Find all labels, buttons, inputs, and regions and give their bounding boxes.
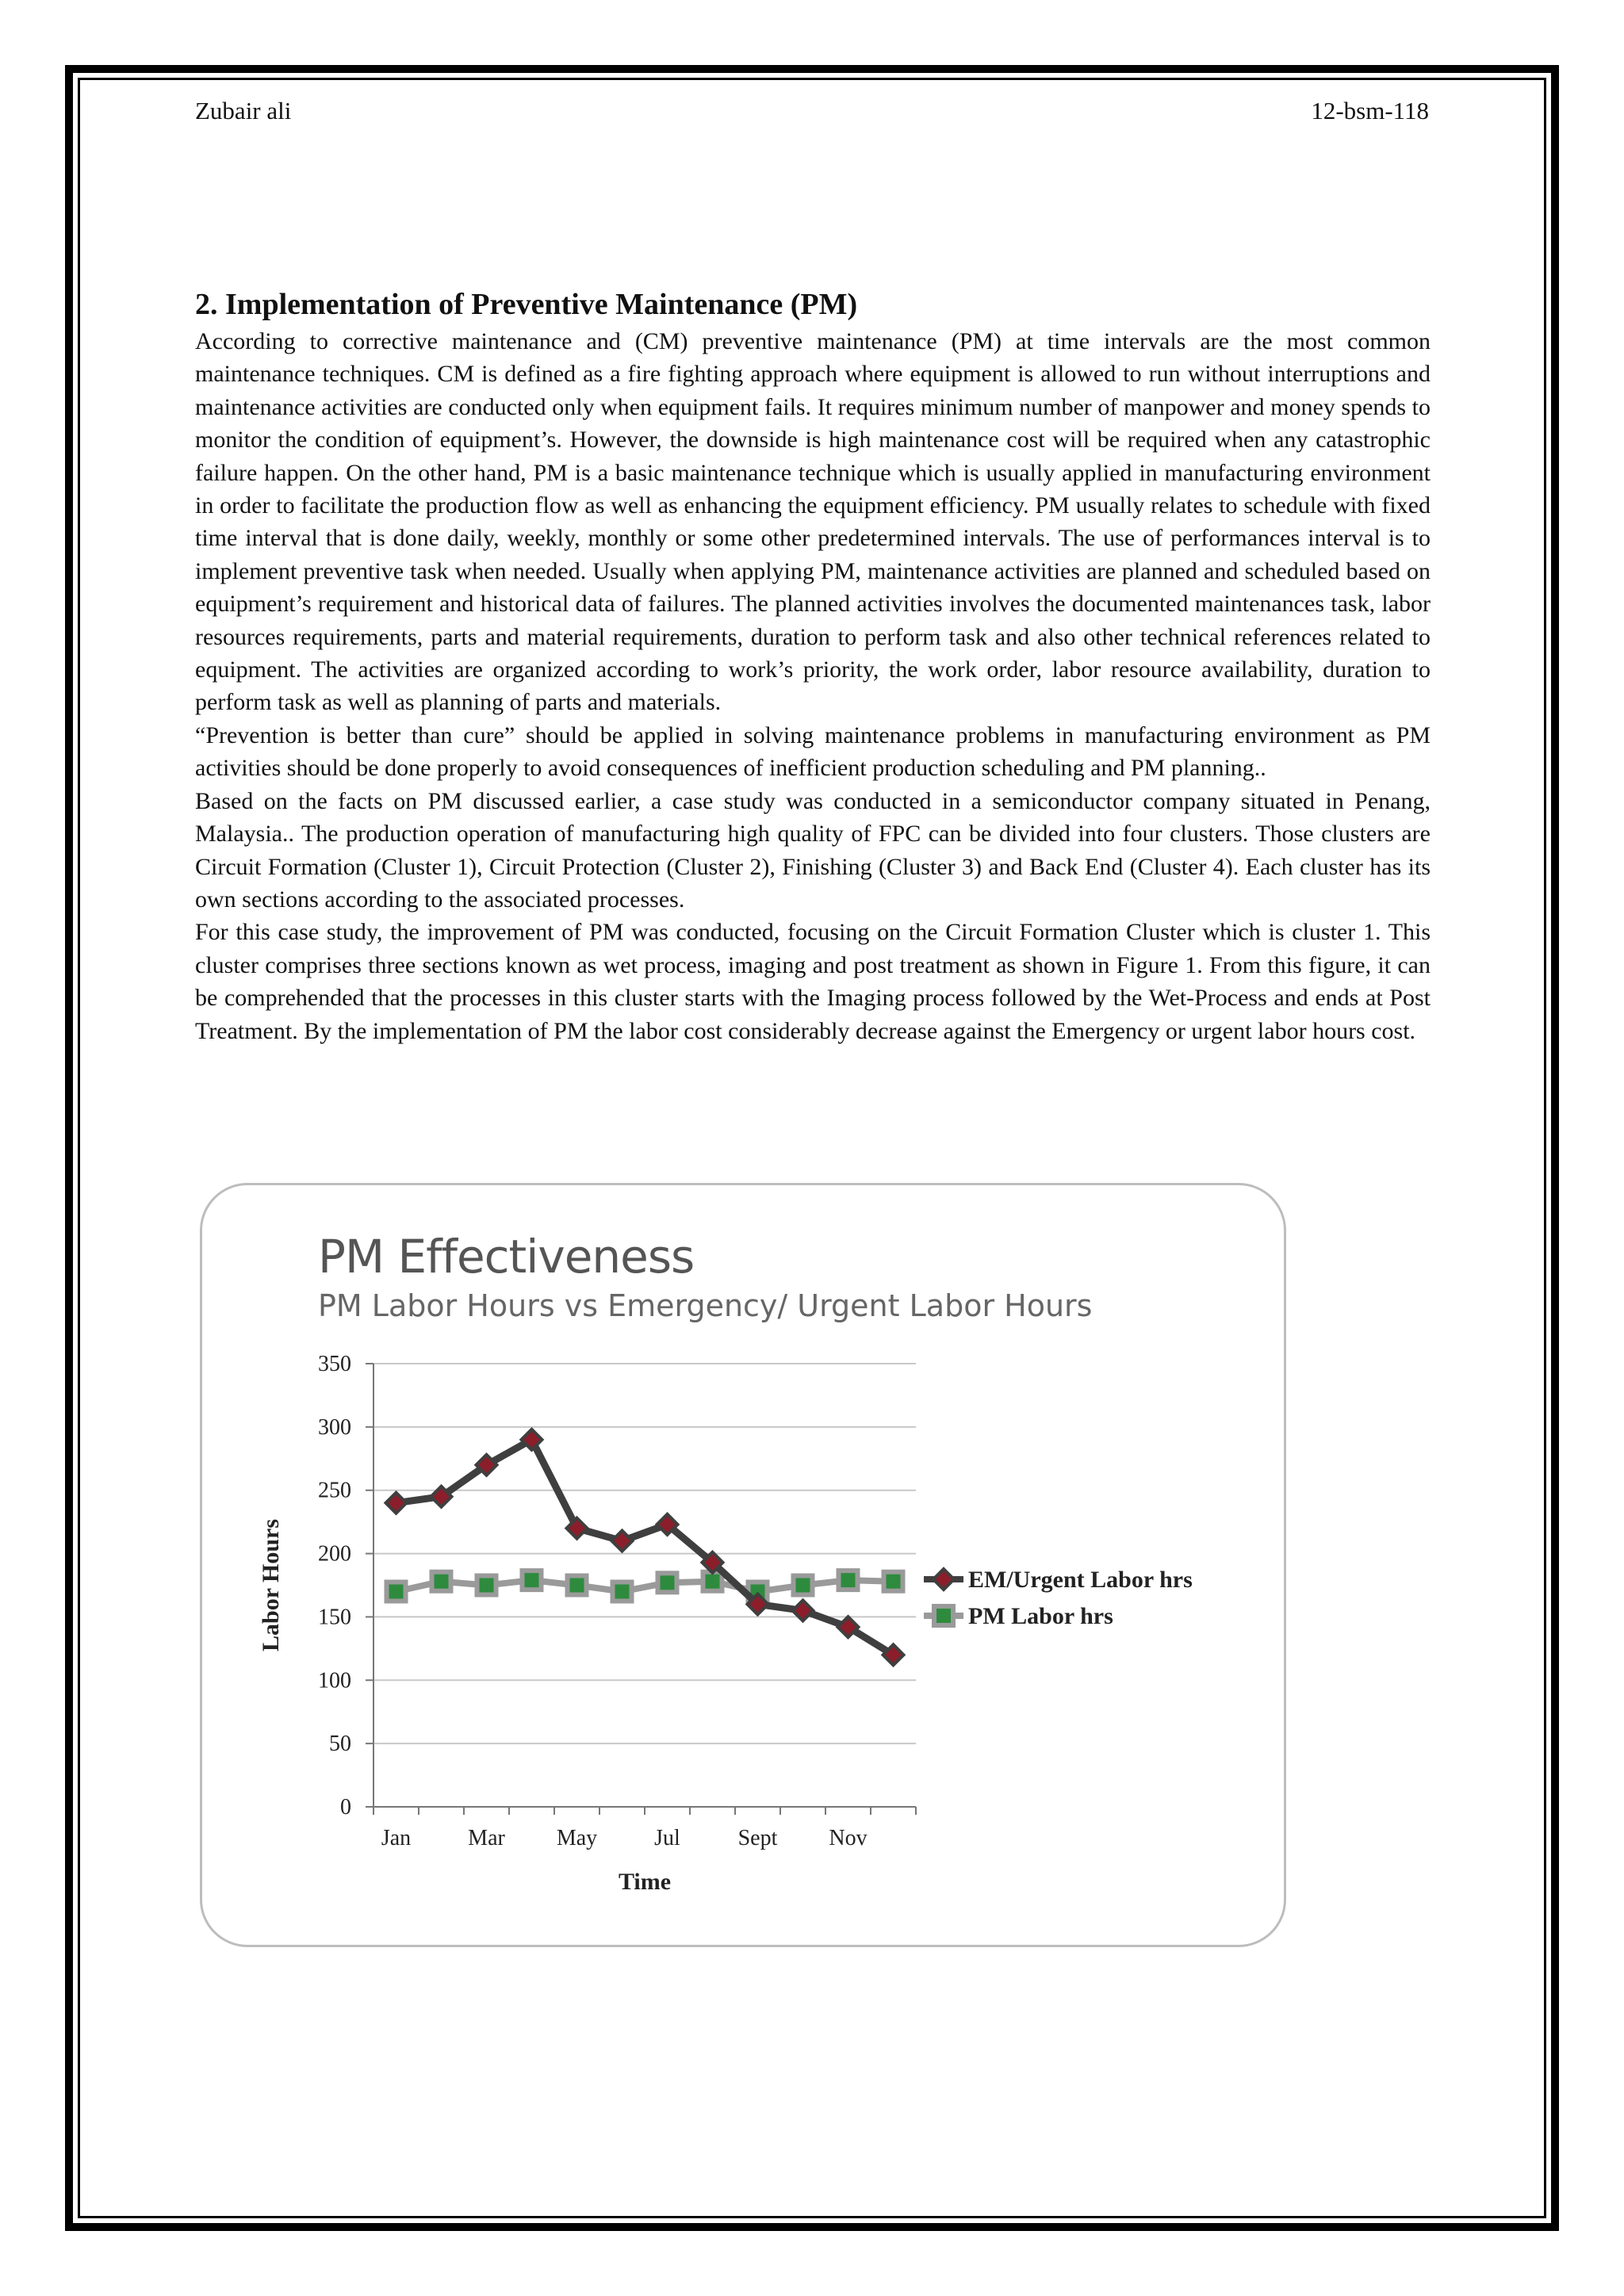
x-tick-label: May xyxy=(556,1826,598,1850)
data-point-pm xyxy=(387,1582,406,1601)
x-axis-title: Time xyxy=(618,1869,672,1895)
data-point-pm xyxy=(884,1572,903,1591)
legend-label: PM Labor hrs xyxy=(968,1603,1113,1629)
paragraph-pm-definition: According to corrective maintenance and (CM) preventive maintenance (PM) at time intervals are the most common maintenance techniques. CM is defined as a fire fighting approach where equipment is allowed to run without interruptions and maintenance activities are conducted only when equipment fails. It requires minimum number of manpower and money spends to monitor the condition of equipment’s. However, the downside is high maintenance cost will be required when any catastrophic failure happen. On the other hand, PM is a basic maintenance technique which is usually applied in manufacturing environment in order to facilitate the production flow as well as enhancing the equipment efficiency. PM usually relates to schedule with fixed time interval that is done daily, weekly, monthly or some other predetermined intervals. The use of performances interval is to implement preventive task when needed. Usually when applying PM, maintenance activities are planned and scheduled based on equipment’s requirement and historical data of failures. The planned activities involves the documented maintenances task, labor resources requirements, parts and material requirements, duration to perform task and also other technical references related to equipment. The activities are organized according to work’s priority, the work order, labor resource availability, duration to perform task as well as planning of parts and materials. xyxy=(195,328,1431,716)
chart-title: PM Effectiveness xyxy=(318,1230,695,1284)
x-tick-label: Nov xyxy=(829,1826,868,1850)
x-tick-label: Mar xyxy=(468,1826,505,1850)
data-point-pm xyxy=(523,1571,542,1590)
document-body xyxy=(195,287,1431,1047)
data-point-pm xyxy=(658,1573,677,1592)
data-point-em-urgent xyxy=(612,1531,633,1552)
section-title: 2. Implementation of Preventive Maintenance (PM) xyxy=(195,288,858,321)
chart-subtitle: PM Labor Hours vs Emergency/ Urgent Labor Hours xyxy=(318,1288,1093,1323)
data-point-pm xyxy=(477,1576,496,1595)
y-tick-label: 300 xyxy=(318,1414,351,1440)
paragraph-cluster-improvement: For this case study, the improvement of PM was conducted, focusing on the Circuit Formation Cluster which is cluster 1. This cluster comprises three sections known as wet process, imaging and post treatment as shown in Figure 1. From this figure, it can be comprehended that the processes in this cluster starts with the Imaging process followed by the Wet-Process and ends at Post Treatment. By the implementation of PM the labor cost considerably decrease against the Emergency or urgent labor hours cost. xyxy=(195,919,1431,1044)
data-point-em-urgent xyxy=(793,1600,814,1621)
y-axis-title: Labor Hours xyxy=(258,1519,284,1651)
data-point-pm xyxy=(613,1582,632,1601)
data-point-em-urgent xyxy=(386,1493,407,1513)
legend-marker-em-urgent xyxy=(933,1569,954,1590)
data-point-pm xyxy=(839,1571,858,1590)
paragraph-case-study: Based on the facts on PM discussed earlier, a case study was conducted in a semiconductor company situated in Penang, Malaysia.. The production operation of manufacturing high quality of FPC can be divided into four clusters. Those clusters are Circuit Formation (Cluster 1), Circuit Protection (Cluster 2), Finishing (Cluster 3) and Back End (Cluster 4). Each cluster has its own sections according to the associated processes. xyxy=(195,787,1431,913)
header-roll-number: 12-bsm-118 xyxy=(1311,97,1429,124)
x-tick-label: Sept xyxy=(737,1826,778,1850)
series-line-pm xyxy=(396,1580,894,1591)
legend-marker-pm xyxy=(934,1606,953,1625)
data-point-pm xyxy=(568,1576,587,1595)
y-tick-label: 50 xyxy=(329,1732,351,1757)
legend-label: EM/Urgent Labor hrs xyxy=(968,1567,1193,1593)
y-tick-label: 350 xyxy=(318,1352,351,1376)
pm-effectiveness-chart xyxy=(200,1183,1286,1947)
data-point-pm xyxy=(432,1572,451,1591)
y-tick-label: 250 xyxy=(318,1478,351,1503)
header-author: Zubair ali xyxy=(195,97,292,124)
paragraph-prevention-quote: “Prevention is better than cure” should be applied in solving maintenance problems in manufacturing environment as PM activities should be done properly to avoid consequences of inefficient production scheduling and PM planning.. xyxy=(195,721,1431,782)
y-tick-label: 0 xyxy=(340,1795,351,1820)
y-tick-label: 100 xyxy=(318,1668,351,1693)
series-line-em-urgent xyxy=(396,1440,894,1655)
x-tick-label: Jan xyxy=(381,1826,412,1850)
x-tick-label: Jul xyxy=(654,1826,680,1850)
data-point-pm xyxy=(794,1576,813,1595)
chart-plot-area xyxy=(202,1185,1284,1945)
y-tick-label: 200 xyxy=(318,1541,351,1567)
y-tick-label: 150 xyxy=(318,1605,351,1630)
